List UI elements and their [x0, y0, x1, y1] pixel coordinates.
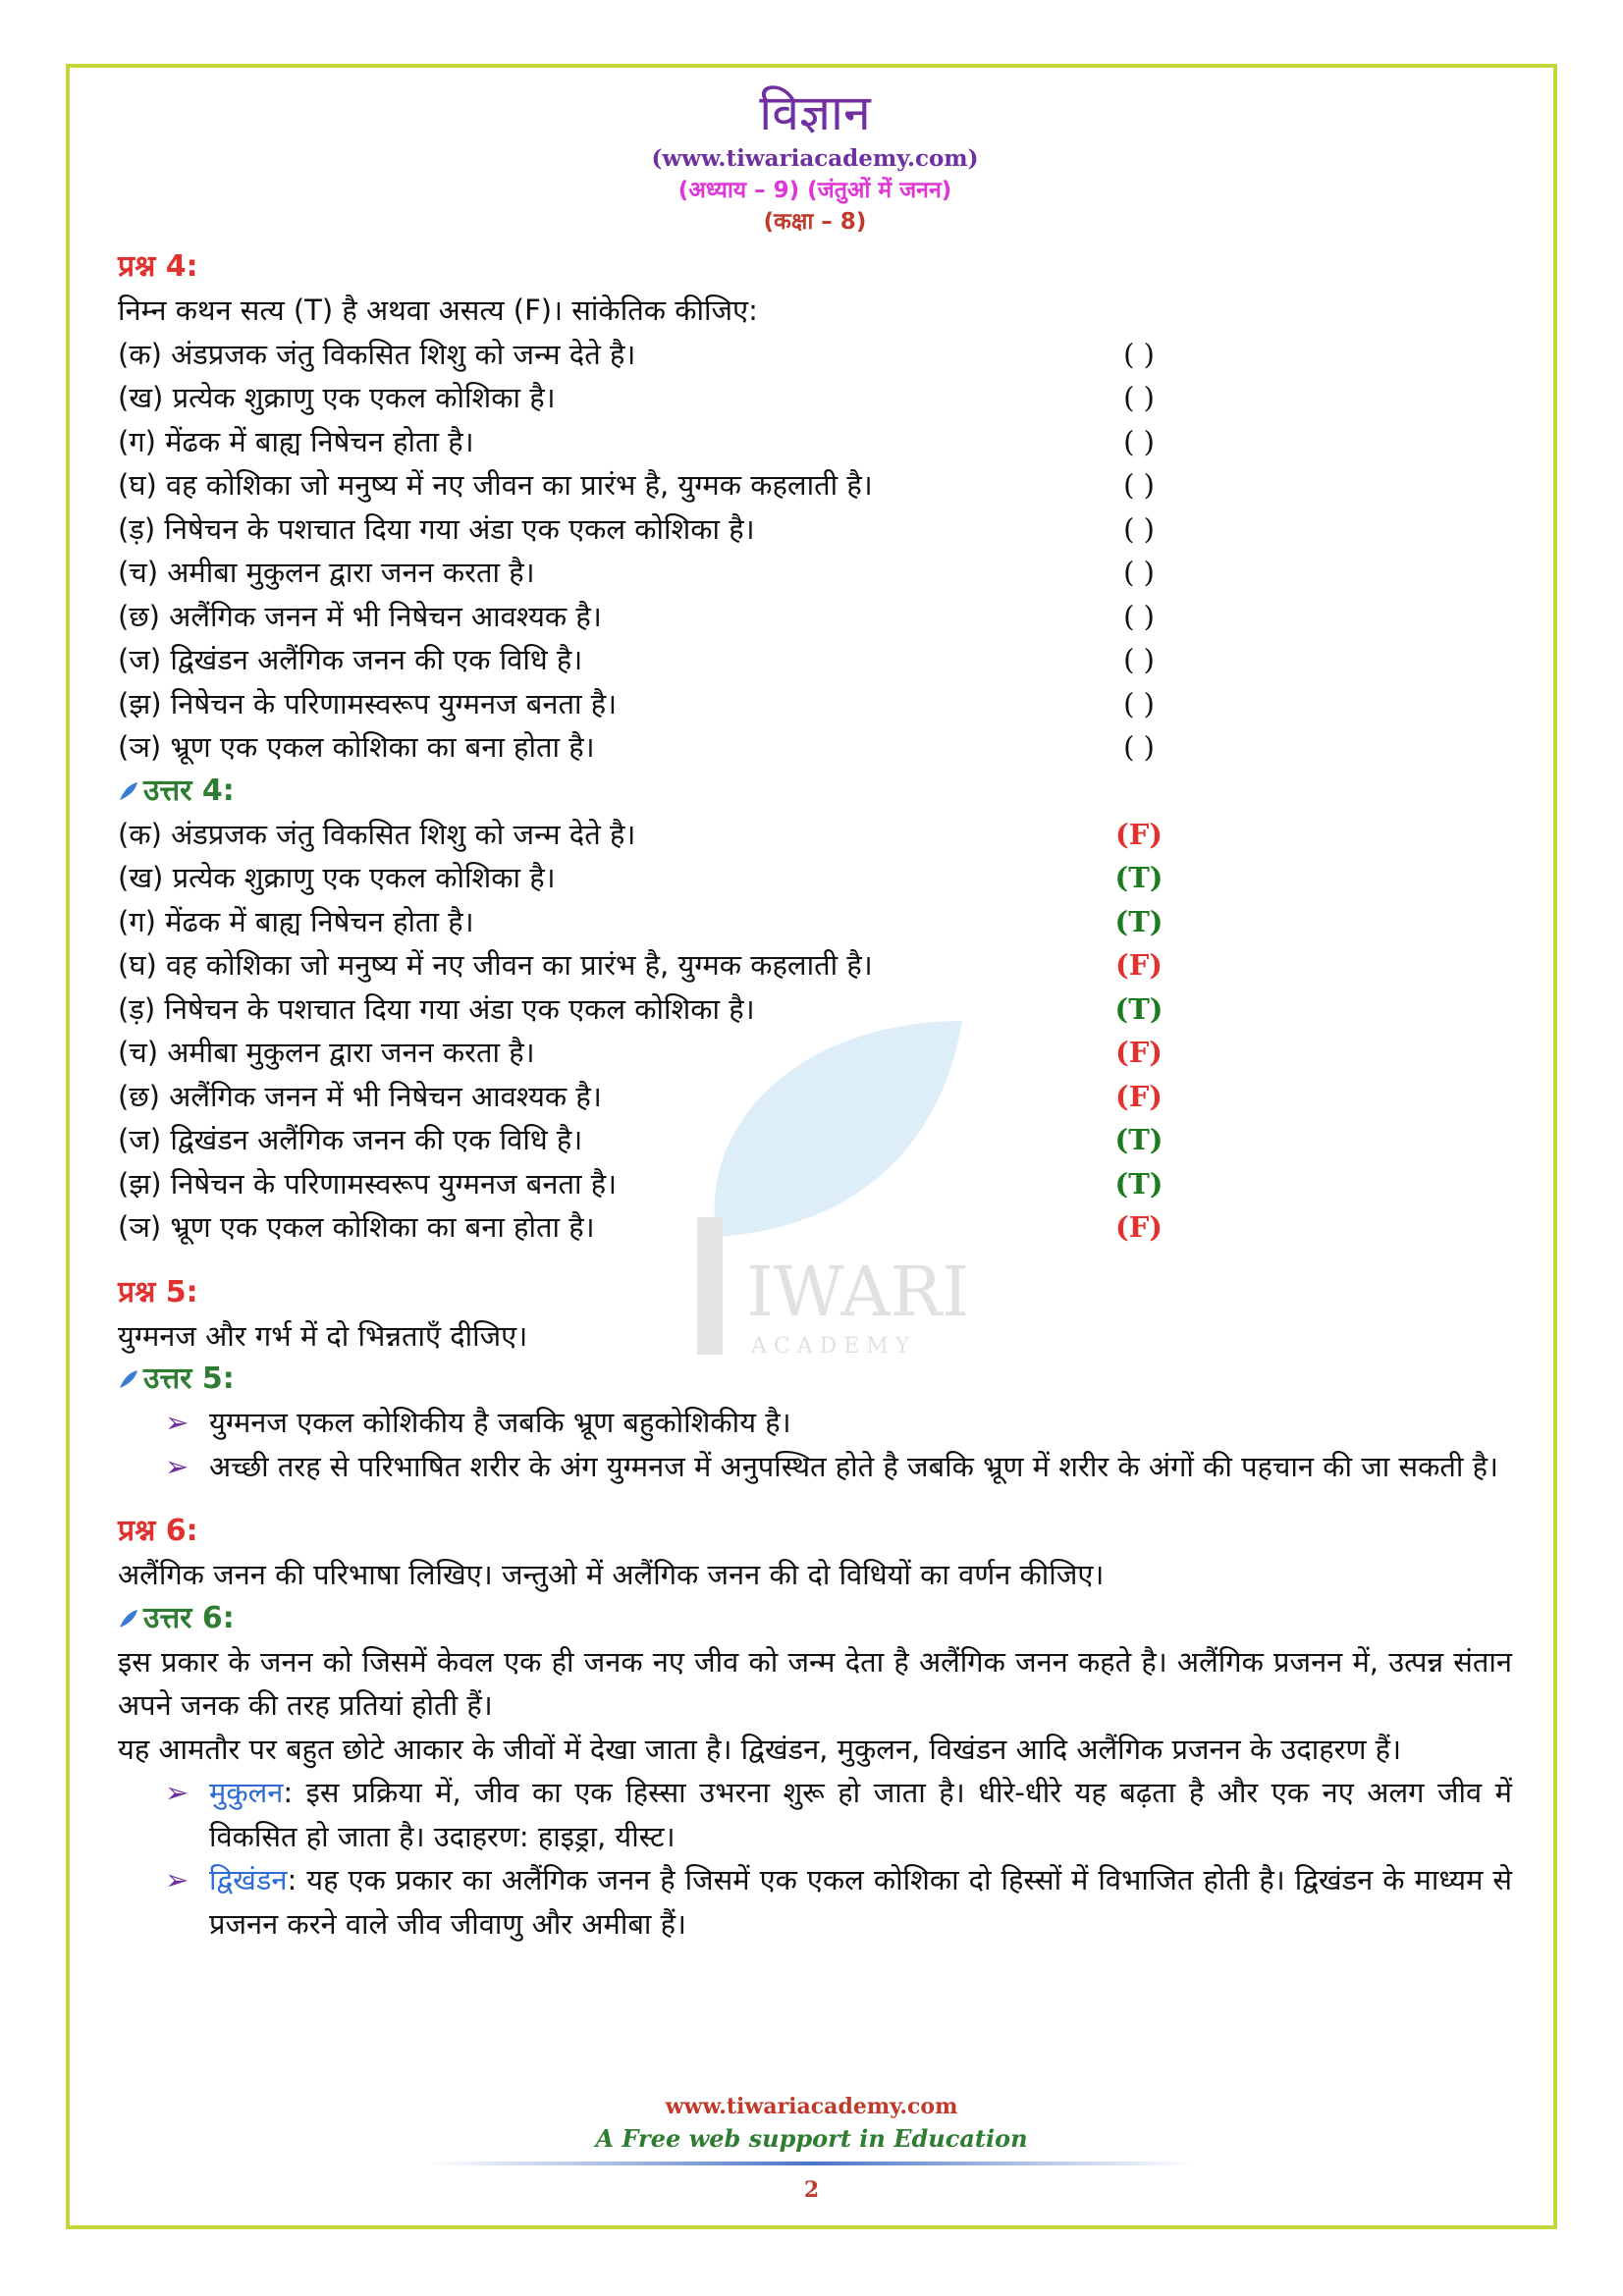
- answer-4-item: [118, 813, 1512, 857]
- answer-mark: (T): [1114, 861, 1163, 894]
- statement: (ग) मेंढक में बाह्य निषेचन होता है।: [118, 424, 474, 458]
- statement: (घ) वह कोशिका जो मनुष्य में नए जीवन का प्रारंभ है, युग्मक कहलाती है।: [118, 948, 873, 982]
- term-binary-fission: द्विखंडन: [209, 1863, 288, 1896]
- answer-mark: (F): [1114, 1210, 1163, 1244]
- arrow-bullet-icon: ➢: [165, 1776, 189, 1809]
- statement: (झ) निषेचन के परिणामस्वरूप युग्मनज बनता है।: [118, 686, 618, 721]
- question-4-list: [118, 333, 1512, 770]
- question-4-item: [118, 725, 1512, 770]
- question-6-text: अलैंगिक जनन की परिभाषा लिखिए। जन्तुओ में अलैंगिक जनन की दो विधियों का वर्णन कीजिए।: [118, 1558, 1105, 1591]
- statement: (च) अमीबा मुकुलन द्वारा जनन करता है।: [118, 556, 535, 589]
- statement: (ड़) निषेचन के पशचात दिया गया अंडा एक एकल कोशिका है।: [118, 511, 755, 546]
- answer-6-bullet: [118, 1858, 1512, 1946]
- answer-mark: (T): [1114, 991, 1163, 1026]
- answer-4-item: [118, 900, 1512, 944]
- feather-icon: [118, 780, 139, 802]
- feather-icon: [118, 1608, 139, 1629]
- statement: (क) अंडप्रजक जंतु विकसित शिशु को जन्म देते है।: [118, 817, 636, 851]
- answer-5-bullet: [118, 1401, 1512, 1445]
- answer-4-list: [118, 813, 1512, 1250]
- arrow-bullet-icon: ➢: [165, 1406, 189, 1439]
- answer-mark: (T): [1114, 1123, 1163, 1156]
- statement: (ञ) भ्रूण एक एकल कोशिका का बना होता है।: [118, 730, 595, 764]
- statement: (ड़) निषेचन के पशचात दिया गया अंडा एक एकल कोशिका है।: [118, 991, 755, 1026]
- question-5-text: युग्मनज और गर्भ में दो भिन्नताएँ दीजिए।: [118, 1318, 528, 1353]
- statement: (ख) प्रत्येक शुक्राणु एक एकल कोशिका है।: [118, 381, 556, 414]
- blank: ( ): [1123, 424, 1155, 458]
- answer-mark: (T): [1114, 904, 1163, 938]
- answer-mark: (F): [1114, 1036, 1163, 1069]
- question-4-item: [118, 638, 1512, 682]
- answer-4-item: [118, 1118, 1512, 1162]
- watermark-sub: A C A D E M Y: [751, 1334, 910, 1359]
- question-5-heading: प्रश्न 5:: [118, 1274, 198, 1309]
- page-number: 2: [803, 2177, 820, 2203]
- answer-mark: (F): [1114, 948, 1163, 982]
- blank: ( ): [1123, 730, 1155, 764]
- answer-5-label: उत्तर 5:: [143, 1362, 235, 1396]
- answer-4-item: [118, 1162, 1512, 1206]
- statement: (क) अंडप्रजक जंतु विकसित शिशु को जन्म देते है।: [118, 337, 636, 371]
- statement: (घ) वह कोशिका जो मनुष्य में नए जीवन का प्रारंभ है, युग्मक कहलाती है।: [118, 468, 873, 502]
- question-4-item: [118, 420, 1512, 464]
- question-4-prompt: निम्न कथन सत्य (T) है अथवा असत्य (F)। सांकेतिक कीजिए:: [118, 294, 758, 327]
- chapter-label: (अध्याय – 9) (जंतुओं में जनन): [677, 178, 952, 203]
- answer-4-heading: [118, 770, 1512, 813]
- site-url[interactable]: (www.tiwariacademy.com): [651, 145, 979, 172]
- footer-divider: [429, 2162, 1195, 2165]
- blank: ( ): [1123, 686, 1155, 721]
- bullet-text: युग्मनज एकल कोशिकीय है जबकि भ्रूण बहुकोशिकीय है।: [209, 1406, 791, 1439]
- arrow-bullet-icon: ➢: [165, 1863, 189, 1896]
- answer-mark: (F): [1114, 817, 1163, 851]
- class-label: (कक्षा – 8): [763, 209, 867, 235]
- answer-6-heading: [118, 1597, 1512, 1640]
- question-4-item: [118, 682, 1512, 726]
- question-4-item: [118, 507, 1512, 552]
- answer-4-item: [118, 1075, 1512, 1119]
- statement: (छ) अलैंगिक जनन में भी निषेचन आवश्यक है।: [118, 1079, 602, 1113]
- question-4-item: [118, 595, 1512, 639]
- answer-4-item: [118, 1205, 1512, 1250]
- answer-4-item: [118, 856, 1512, 900]
- answer-5-bullet: [118, 1445, 1512, 1489]
- bullet-text: : यह एक प्रकार का अलैंगिक जनन है जिसमें एक एकल कोशिका दो हिस्सों में विभाजित होती है। द्विखंडन के माध्यम से प्रजनन करने वाले जीव जीवाणु और अमीबा हैं।: [209, 1863, 1512, 1941]
- answer-4-item: [118, 1031, 1512, 1075]
- question-6-heading: प्रश्न 6:: [118, 1514, 198, 1548]
- answer-4-item: [118, 988, 1512, 1032]
- question-4-item: [118, 333, 1512, 377]
- blank: ( ): [1123, 511, 1155, 546]
- page-title: विज्ञान: [759, 84, 871, 141]
- statement: (ग) मेंढक में बाह्य निषेचन होता है।: [118, 904, 474, 938]
- blank: ( ): [1123, 556, 1155, 589]
- footer-url[interactable]: www.tiwariacademy.com: [665, 2094, 958, 2119]
- answer-6-para-1: इस प्रकार के जनन को जिसमें केवल एक ही जनक नए जीव को जन्म देता है अलैंगिक जनन कहते है। अलैंगिक प्रजनन में, उत्पन्न संतान अपने जनक की तरह प्रतियां होती हैं।: [118, 1644, 1512, 1722]
- term-budding: मुकुलन: [209, 1776, 284, 1809]
- page-footer: [0, 2091, 1623, 2203]
- feather-icon: [118, 1368, 139, 1390]
- statement: (ख) प्रत्येक शुक्राणु एक एकल कोशिका है।: [118, 861, 556, 894]
- bullet-text: : इस प्रक्रिया में, जीव का एक हिस्सा उभरना शुरू हो जाता है। धीरे-धीरे यह बढ़ता है और एक नए अलग जीव में विकसित हो जाता है। उदाहरण: हाइड्रा, यीस्ट।: [209, 1776, 1512, 1853]
- answer-mark: (F): [1114, 1079, 1163, 1113]
- statement: (ञ) भ्रूण एक एकल कोशिका का बना होता है।: [118, 1210, 595, 1244]
- watermark-word: IWARI: [746, 1252, 970, 1332]
- answer-5-heading: [118, 1358, 1512, 1401]
- question-4-item: [118, 376, 1512, 420]
- statement: (छ) अलैंगिक जनन में भी निषेचन आवश्यक है।: [118, 599, 602, 633]
- blank: ( ): [1123, 381, 1155, 414]
- footer-tagline: A Free web support in Education: [595, 2124, 1028, 2153]
- blank: ( ): [1123, 599, 1155, 633]
- question-4-heading: प्रश्न 4:: [118, 249, 198, 284]
- bullet-text: अच्छी तरह से परिभाषित शरीर के अंग युग्मनज में अनुपस्थित होते है जबकि भ्रूण में शरीर के अंगों की पहचान की जा सकती है।: [209, 1449, 1499, 1483]
- question-4-item: [118, 463, 1512, 507]
- answer-mark: (T): [1114, 1166, 1163, 1201]
- answer-6-para-2: यह आमतौर पर बहुत छोटे आकार के जीवों में देखा जाता है। द्विखंडन, मुकुलन, विखंडन आदि अलैंगिक प्रजनन के उदाहरण हैं।: [118, 1732, 1402, 1766]
- arrow-bullet-icon: ➢: [165, 1449, 189, 1483]
- statement: (झ) निषेचन के परिणामस्वरूप युग्मनज बनता है।: [118, 1166, 618, 1201]
- answer-6-label: उत्तर 6:: [143, 1600, 235, 1635]
- blank: ( ): [1123, 643, 1155, 676]
- page-content: [118, 79, 1512, 1946]
- answer-6-bullet: [118, 1771, 1512, 1858]
- statement: (ज) द्विखंडन अलैंगिक जनन की एक विधि है।: [118, 1123, 583, 1156]
- question-4-item: [118, 551, 1512, 595]
- statement: (ज) द्विखंडन अलैंगिक जनन की एक विधि है।: [118, 643, 583, 676]
- statement: (च) अमीबा मुकुलन द्वारा जनन करता है।: [118, 1036, 535, 1069]
- blank: ( ): [1123, 468, 1155, 502]
- answer-4-label: उत्तर 4:: [143, 773, 235, 808]
- blank: ( ): [1123, 337, 1155, 371]
- answer-4-item: [118, 943, 1512, 988]
